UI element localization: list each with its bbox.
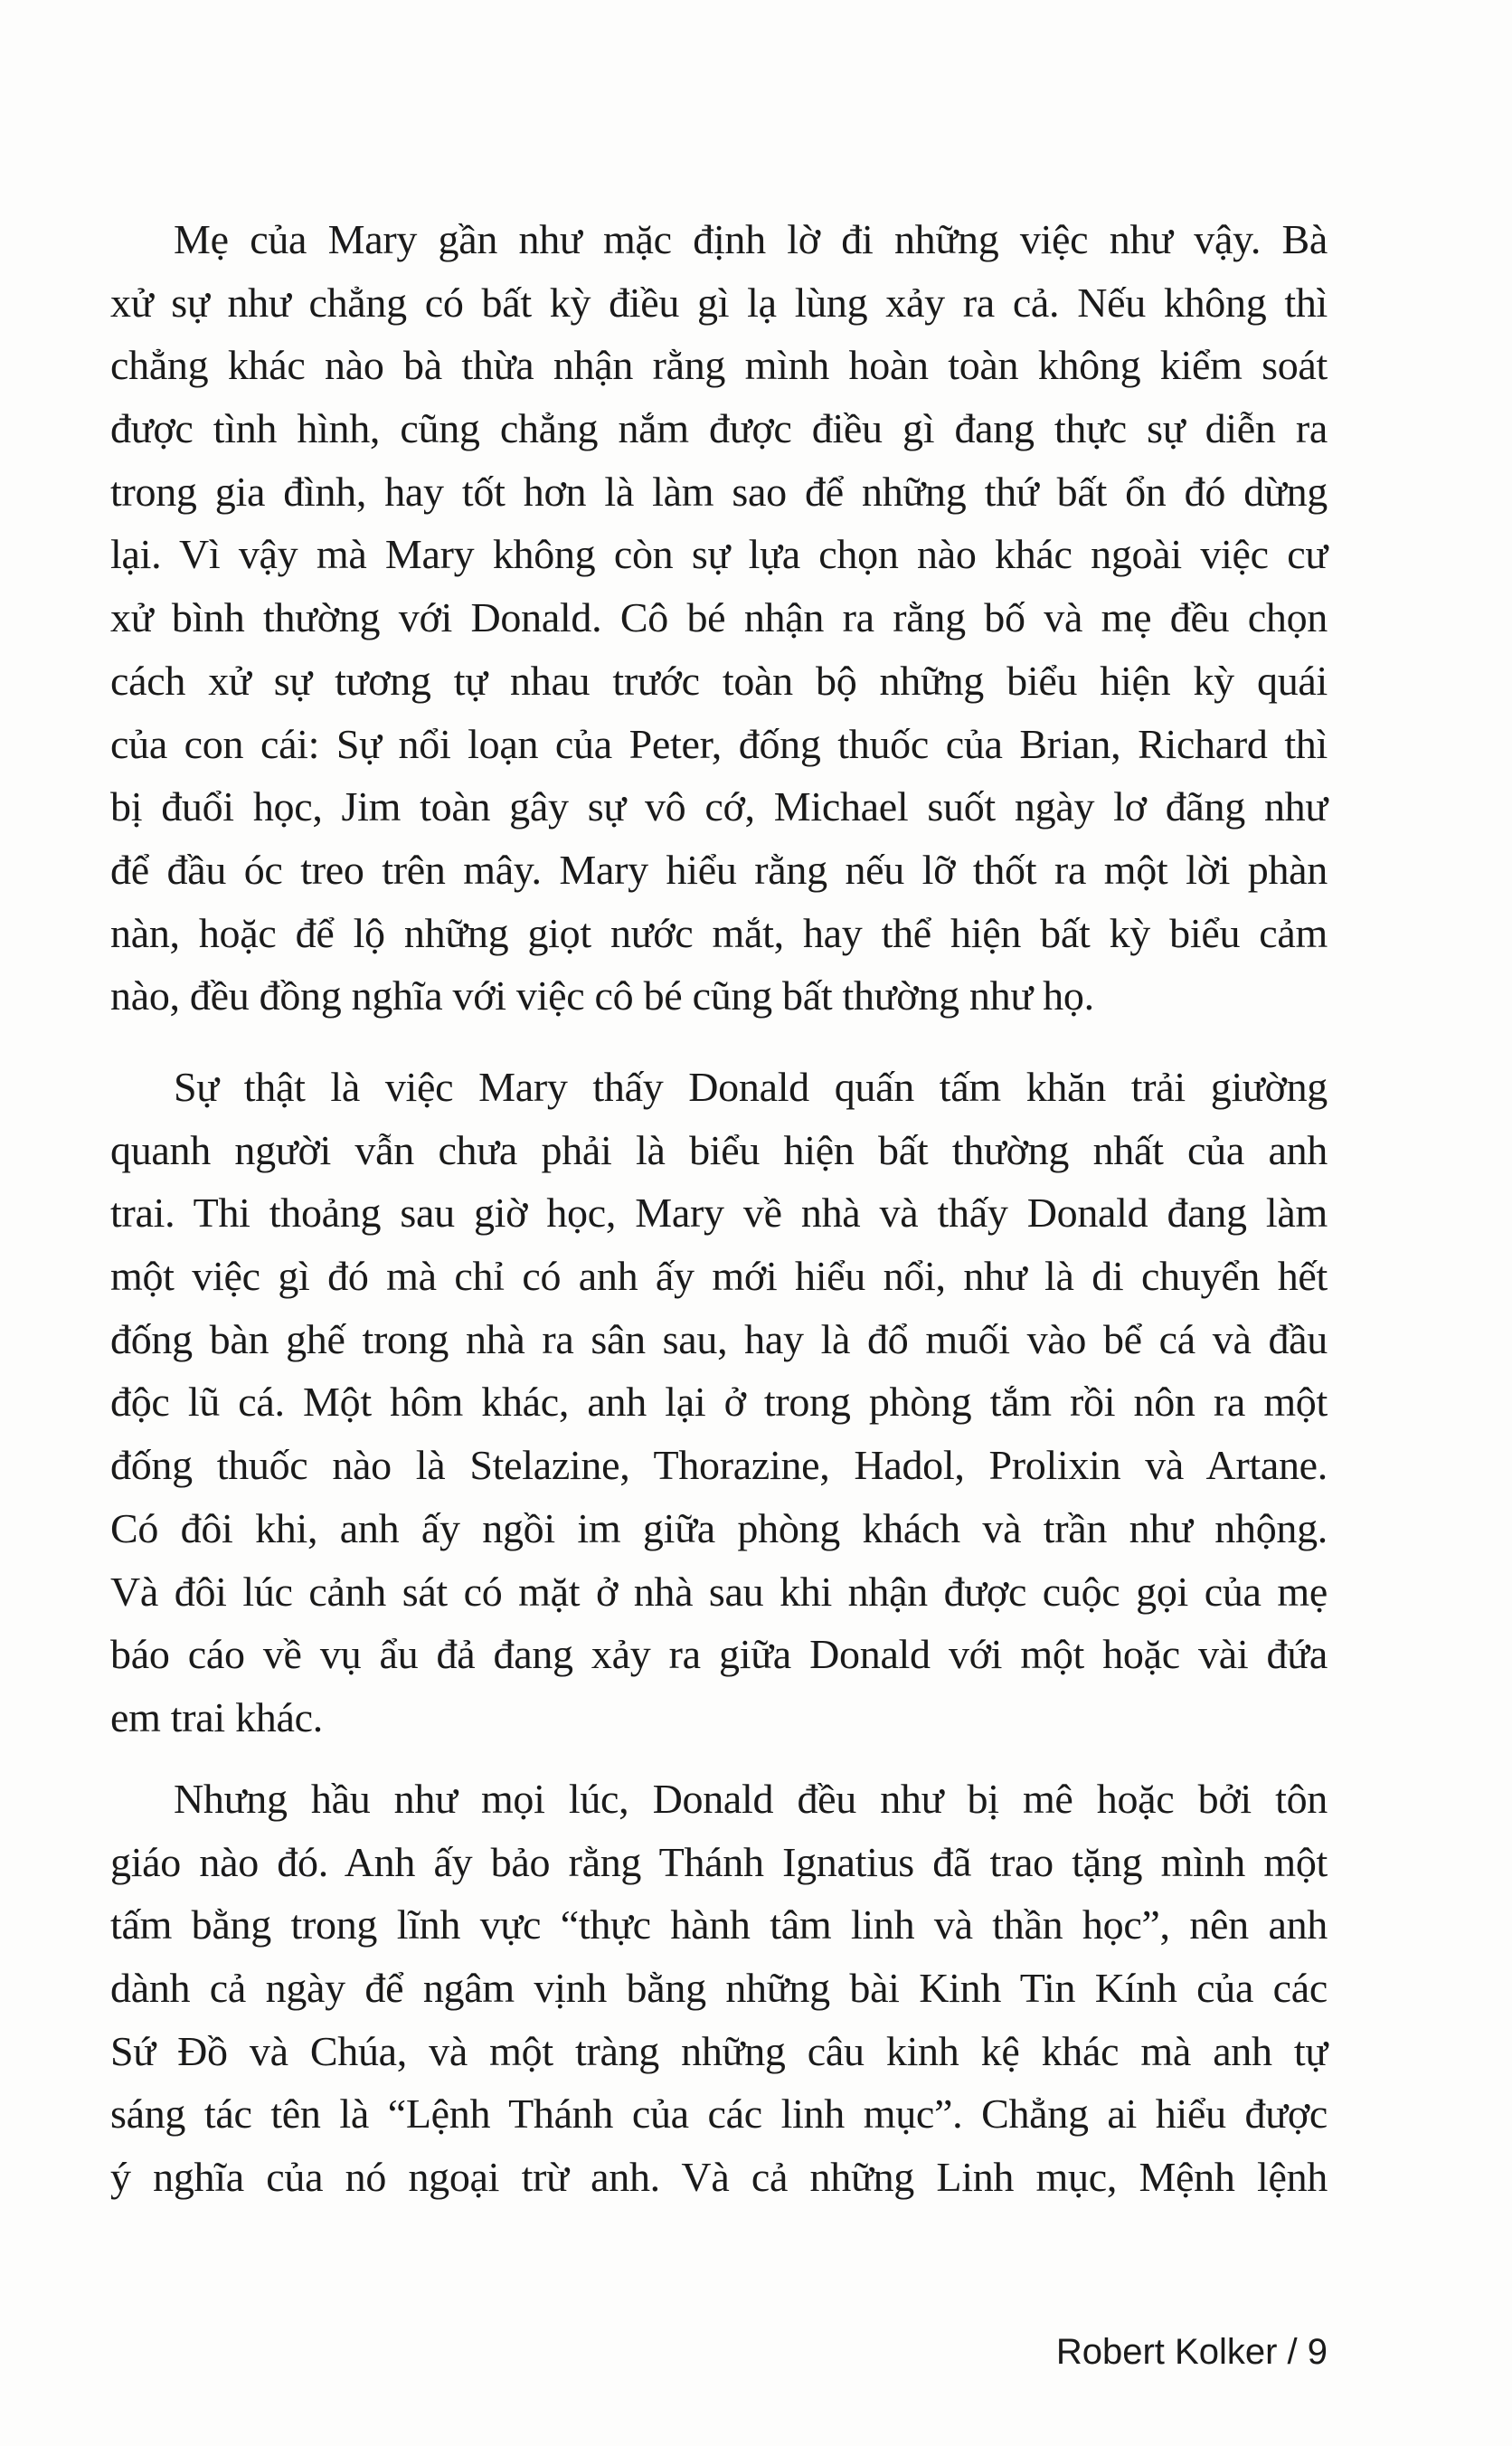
paragraph-2 xyxy=(110,1056,1328,1749)
paragraph-1 xyxy=(110,208,1328,1028)
text-line: giáo nào đó. Anh ấy bảo rằng Thánh Ignatius đã trao tặng mình một xyxy=(110,1838,1328,1885)
text-line: ý nghĩa của nó ngoại trừ anh. Và cả những Linh mục, Mệnh lệnh xyxy=(110,2154,1328,2201)
text-line: nào, đều đồng nghĩa với việc cô bé cũng bất thường như họ. xyxy=(110,972,1094,1019)
text-line: xử bình thường với Donald. Cô bé nhận ra rằng bố và mẹ đều chọn xyxy=(110,594,1328,641)
text-line: Và đôi lúc cảnh sát có mặt ở nhà sau khi nhận được cuộc gọi của mẹ xyxy=(110,1568,1328,1615)
text-line: để đầu óc treo trên mây. Mary hiểu rằng nếu lỡ thốt ra một lời phàn xyxy=(110,846,1328,893)
text-line: em trai khác. xyxy=(110,1693,323,1740)
text-line: trai. Thi thoảng sau giờ học, Mary về nhà và thấy Donald đang làm xyxy=(110,1190,1328,1237)
text-line: dành cả ngày để ngâm vịnh bằng những bài Kinh Tin Kính của các xyxy=(110,1965,1328,2012)
text-line: chẳng khác nào bà thừa nhận rằng mình hoàn toàn không kiểm soát xyxy=(110,342,1328,389)
text-line: Sự thật là việc Mary thấy Donald quấn tấm khăn trải giường xyxy=(174,1064,1328,1110)
text-line: một việc gì đó mà chỉ có anh ấy mới hiểu nổi, như là di chuyển hết xyxy=(110,1253,1328,1300)
text-line: xử sự như chẳng có bất kỳ điều gì lạ lùng xảy ra cả. Nếu không thì xyxy=(110,279,1328,326)
text-line: quanh người vẫn chưa phải là biểu hiện bất thường nhất của anh xyxy=(110,1126,1328,1173)
text-line: sáng tác tên là “Lệnh Thánh của các linh mục”. Chẳng ai hiểu được xyxy=(110,2090,1328,2138)
text-line: Có đôi khi, anh ấy ngồi im giữa phòng khách và trần như nhộng. xyxy=(110,1504,1328,1551)
text-line: của con cái: Sự nổi loạn của Peter, đống thuốc của Brian, Richard thì xyxy=(110,720,1328,767)
text-line: trong gia đình, hay tốt hơn là làm sao để những thứ bất ổn đó dừng xyxy=(110,468,1328,515)
text-line: báo cáo về vụ ẩu đả đang xảy ra giữa Donald với một hoặc vài đứa xyxy=(110,1631,1328,1678)
text-line: lại. Vì vậy mà Mary không còn sự lựa chọn nào khác ngoài việc cư xyxy=(110,531,1328,578)
text-line: độc lũ cá. Một hôm khác, anh lại ở trong phòng tắm rồi nôn ra một xyxy=(110,1379,1328,1426)
text-line: nàn, hoặc để lộ những giọt nước mắt, hay thể hiện bất kỳ biểu cảm xyxy=(110,909,1328,956)
text-line: được tình hình, cũng chẳng nắm được điều gì đang thực sự diễn ra xyxy=(110,405,1328,452)
paragraph-3 xyxy=(110,1768,1328,2209)
text-line: Nhưng hầu như mọi lúc, Donald đều như bị mê hoặc bởi tôn xyxy=(174,1776,1328,1822)
text-line: Sứ Đồ và Chúa, và một tràng những câu kinh kệ khác mà anh tự xyxy=(110,2027,1328,2074)
text-line: Mẹ của Mary gần như mặc định lờ đi những việc như vậy. Bà xyxy=(174,216,1328,262)
text-line: tấm bằng trong lĩnh vực “thực hành tâm linh và thần học”, nên anh xyxy=(110,1901,1328,1948)
text-line: đống thuốc nào là Stelazine, Thorazine, Hadol, Prolixin và Artane. xyxy=(110,1442,1328,1489)
text-line: đống bàn ghế trong nhà ra sân sau, hay là đổ muối vào bể cá và đầu xyxy=(110,1315,1328,1362)
page-footer: Robert Kolker / 9 xyxy=(1055,2332,1328,2372)
text-line: bị đuổi học, Jim toàn gây sự vô cớ, Michael suốt ngày lơ đãng như xyxy=(110,783,1328,830)
text-line: cách xử sự tương tự nhau trước toàn bộ những biểu hiện kỳ quái xyxy=(110,657,1328,704)
